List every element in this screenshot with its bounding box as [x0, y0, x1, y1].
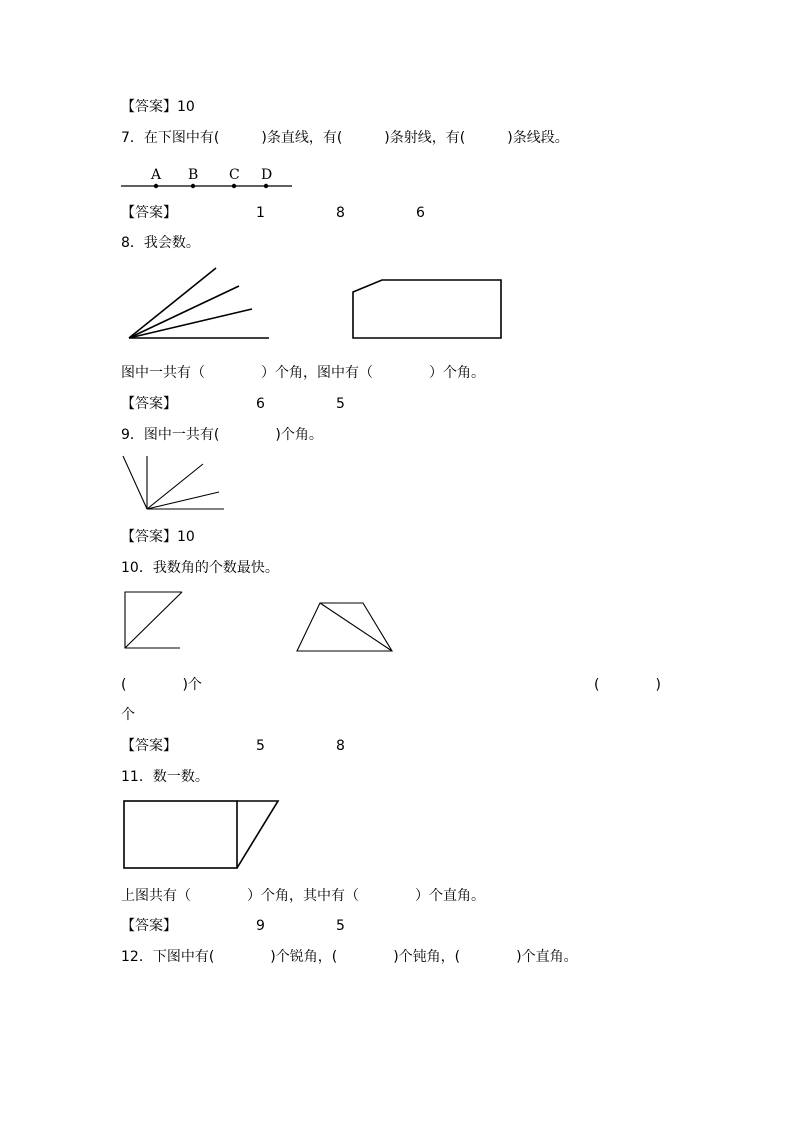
q8-angle-fan-figure	[125, 265, 275, 345]
q9-text: 图中一共有( )个角。	[143, 427, 323, 443]
q11-figure	[121, 798, 283, 872]
q7-label-a: A	[151, 167, 162, 183]
q9-ray-1	[123, 456, 147, 509]
q6-answer-value: 10	[177, 99, 195, 115]
q10-square-diagonal	[125, 592, 182, 648]
q7-text: 在下图中有( )条直线，有( )条射线，有( )条线段。	[143, 130, 569, 146]
q9-angle-figure	[120, 453, 230, 515]
q9-answer-value: 10	[177, 529, 195, 545]
q10-text: 我数角的个数最快。	[152, 560, 279, 576]
q7-answer-1: 1	[256, 205, 265, 221]
answer-label: 【答案】	[121, 99, 177, 115]
q7-point-b	[191, 184, 195, 188]
q8-question	[121, 234, 200, 252]
q7-answer-line	[121, 204, 177, 222]
q8-pentagon-figure	[350, 277, 505, 342]
q10-blank-2-tail: 个	[121, 707, 135, 723]
answer-label: 【答案】	[121, 529, 177, 545]
q7-line-figure	[120, 165, 295, 190]
q10-square-figure	[122, 589, 187, 652]
q7-number: 7．	[121, 130, 144, 146]
q10-blank-2: ( )	[594, 677, 661, 693]
q8-pentagon-shape	[353, 280, 501, 338]
q10-trapezoid-shape	[297, 603, 392, 651]
q8-number: 8．	[121, 235, 144, 251]
q10-trapezoid-figure	[294, 600, 396, 655]
q8-answer-1: 6	[256, 396, 265, 412]
q8-fill-text-2: 图中有（ ）个角。	[317, 365, 485, 381]
q7-answer-3: 6	[416, 205, 425, 221]
q8-text: 我会数。	[143, 235, 200, 251]
q8-fill-line	[121, 364, 485, 382]
answer-label: 【答案】	[121, 918, 177, 934]
answer-label: 【答案】	[121, 205, 177, 221]
q11-answer-line	[121, 917, 177, 935]
q10-blank-1: ( )个	[121, 677, 202, 693]
q7-point-a	[154, 184, 158, 188]
q10-answer-1: 5	[256, 738, 265, 754]
q9-question	[121, 426, 323, 444]
q8-fill-text-1: 图中一共有（ ）个角，	[121, 365, 317, 381]
q8-answer-line	[121, 395, 177, 413]
q7-point-d	[264, 184, 268, 188]
q7-question	[121, 129, 569, 147]
q11-answer-1: 9	[256, 918, 265, 934]
q11-question	[121, 768, 209, 786]
q10-answer-line	[121, 737, 177, 755]
q12-question	[121, 948, 578, 966]
q7-label-c: C	[229, 167, 240, 183]
q11-number: 11．	[121, 769, 153, 785]
q6-answer-line	[121, 98, 195, 116]
q10-answer-2: 8	[336, 738, 345, 754]
answer-label: 【答案】	[121, 396, 177, 412]
q9-answer-line	[121, 528, 195, 546]
q12-number: 12．	[121, 949, 153, 965]
q11-answer-2: 5	[336, 918, 345, 934]
q10-trapezoid-diagonal	[320, 603, 392, 651]
q7-label-d: D	[261, 167, 273, 183]
q7-label-b: B	[188, 167, 199, 183]
q11-triangle-sides	[237, 801, 278, 868]
q11-fill-line: 上图共有（ ）个角，其中有（ ）个直角。	[121, 888, 485, 904]
q9-number: 9．	[121, 427, 144, 443]
answer-label: 【答案】	[121, 738, 177, 754]
q10-question	[121, 559, 279, 577]
q7-answer-2: 8	[336, 205, 345, 221]
q7-point-c	[232, 184, 236, 188]
q11-rectangle	[124, 801, 237, 868]
q8-answer-2: 5	[336, 396, 345, 412]
q12-text: 下图中有( )个锐角，( )个钝角，( )个直角。	[152, 949, 578, 965]
q10-number: 10．	[121, 560, 153, 576]
q11-text: 数一数。	[152, 769, 209, 785]
